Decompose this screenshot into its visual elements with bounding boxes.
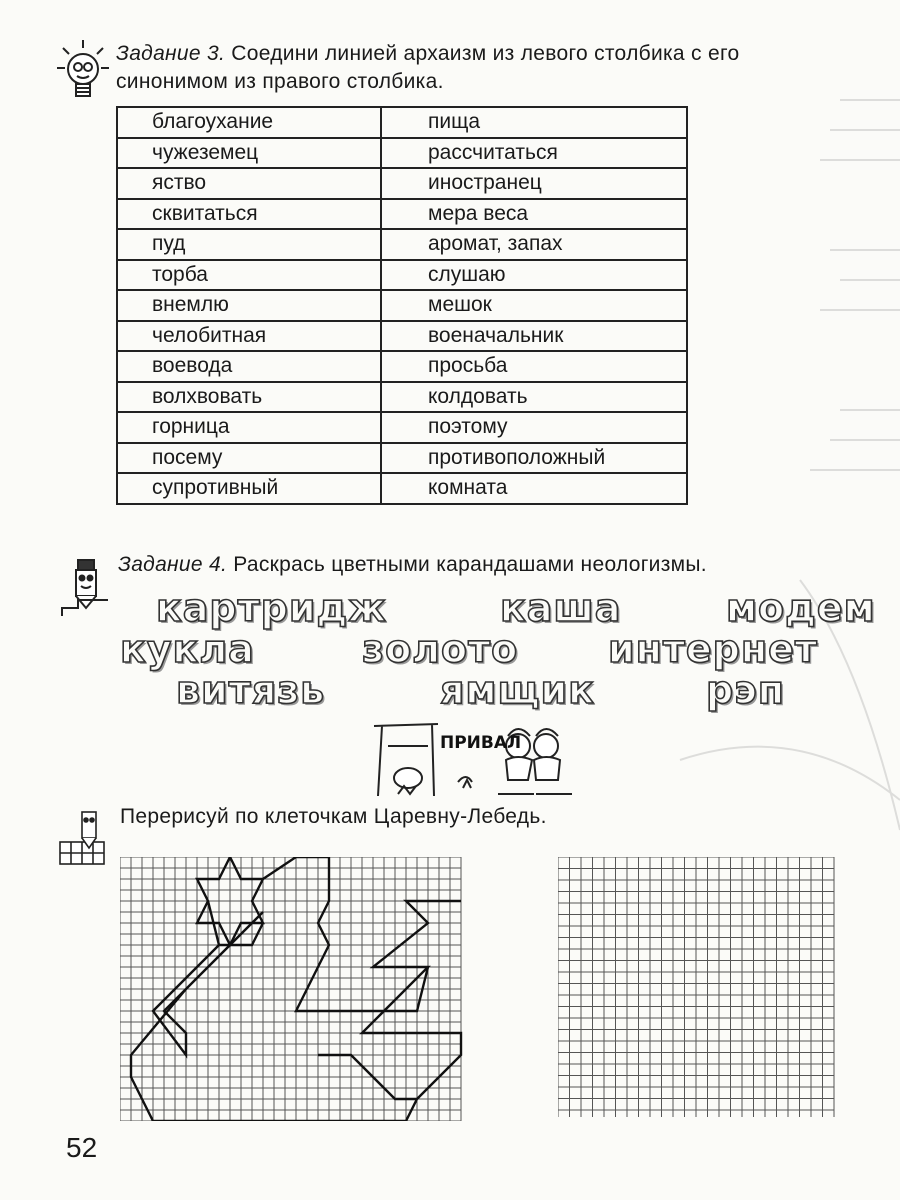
table-row xyxy=(117,351,687,382)
synonym-cell[interactable]: противоположный xyxy=(381,443,687,474)
synonym-cell[interactable]: аромат, запах xyxy=(381,229,687,260)
archaism-cell[interactable]: воевода xyxy=(117,351,381,382)
archaism-cell[interactable]: яство xyxy=(117,168,381,199)
page-number: 52 xyxy=(66,1132,98,1163)
table-row xyxy=(117,443,687,474)
archaism-cell[interactable]: внемлю xyxy=(117,290,381,321)
table-row xyxy=(117,412,687,443)
task5-text: Перерисуй по клеточкам Царевну-Лебедь. xyxy=(120,805,547,828)
synonym-cell[interactable]: иностранец xyxy=(381,168,687,199)
synonym-cell[interactable]: пища xyxy=(381,107,687,138)
neologism-word[interactable]: кукла xyxy=(120,627,255,671)
archaism-cell[interactable]: пуд xyxy=(117,229,381,260)
task3-heading xyxy=(116,40,739,68)
neologism-word[interactable]: модем xyxy=(726,586,876,630)
neologism-word[interactable]: картридж xyxy=(156,586,387,630)
archaism-cell[interactable]: торба xyxy=(117,260,381,291)
task4-heading xyxy=(118,551,707,579)
archaism-cell[interactable]: горница xyxy=(117,412,381,443)
table-row xyxy=(117,260,687,291)
archaism-table xyxy=(116,106,688,505)
archaism-cell[interactable]: благоухание xyxy=(117,107,381,138)
synonym-cell[interactable]: комната xyxy=(381,473,687,504)
archaism-cell[interactable]: челобитная xyxy=(117,321,381,352)
neologism-word[interactable]: золото xyxy=(362,627,519,671)
archaism-cell[interactable]: чужеземец xyxy=(117,138,381,169)
empty-drawing-grid[interactable] xyxy=(558,857,836,1119)
archaism-cell[interactable]: супротивный xyxy=(117,473,381,504)
rest-stop-illustration xyxy=(368,716,578,800)
table-row xyxy=(117,473,687,504)
swan-grid xyxy=(120,857,464,1121)
synonym-cell[interactable]: мера веса xyxy=(381,199,687,230)
synonym-cell[interactable]: рассчитаться xyxy=(381,138,687,169)
task4-text: Раскрась цветными карандашами неологизмы. xyxy=(233,553,707,576)
synonym-cell[interactable]: поэтому xyxy=(381,412,687,443)
pencil-grid-icon xyxy=(58,808,114,866)
synonym-cell[interactable]: военачальник xyxy=(381,321,687,352)
archaism-cell[interactable]: сквитаться xyxy=(117,199,381,230)
table-row xyxy=(117,168,687,199)
table-row xyxy=(117,138,687,169)
task3-text-line1: Соедини линией архаизм из левого столбика с его xyxy=(231,42,740,65)
task3-text-line2: синонимом из правого столбика. xyxy=(116,70,444,93)
neologism-word[interactable]: ямщик xyxy=(440,668,595,712)
table-row xyxy=(117,107,687,138)
synonym-cell[interactable]: колдовать xyxy=(381,382,687,413)
table-row xyxy=(117,382,687,413)
synonym-cell[interactable]: просьба xyxy=(381,351,687,382)
synonym-cell[interactable]: мешок xyxy=(381,290,687,321)
lightbulb-icon xyxy=(55,38,111,102)
table-row xyxy=(117,199,687,230)
rest-sign-text: ПРИВАЛ xyxy=(440,733,522,753)
synonym-cell[interactable]: слушаю xyxy=(381,260,687,291)
table-row xyxy=(117,321,687,352)
pencil-character-icon xyxy=(58,556,112,618)
archaism-cell[interactable]: посему xyxy=(117,443,381,474)
neologism-word[interactable]: рэп xyxy=(706,668,785,712)
task4-label: Задание 4. xyxy=(118,553,228,576)
table-row xyxy=(117,229,687,260)
neologism-word[interactable]: каша xyxy=(500,586,622,630)
archaism-cell[interactable]: волхвовать xyxy=(117,382,381,413)
task3-label: Задание 3. xyxy=(116,42,226,65)
neologism-word[interactable]: интернет xyxy=(608,627,818,671)
table-row xyxy=(117,290,687,321)
neologism-word[interactable]: витязь xyxy=(176,668,326,712)
